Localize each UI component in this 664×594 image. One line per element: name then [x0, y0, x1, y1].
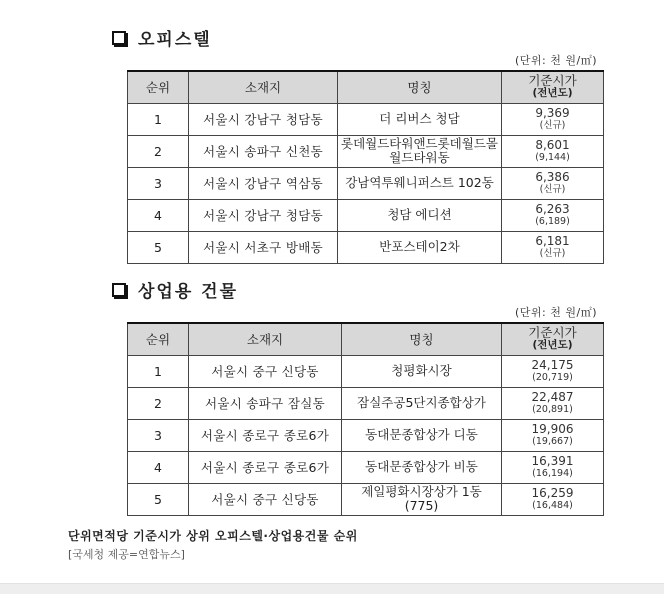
header-rank: 순위 — [128, 323, 189, 355]
price-value: 6,263 — [535, 202, 570, 216]
price-value: 16,391 — [531, 454, 574, 468]
rank-cell: 4 — [128, 451, 189, 483]
header-price-label: 기준시가 — [528, 73, 577, 89]
price-previous: (9,144) — [535, 152, 570, 163]
table-row — [128, 167, 604, 199]
name-cell: 제일평화시장상가 1동 (775) — [342, 483, 502, 515]
table-header-row — [128, 323, 604, 355]
table-row — [128, 451, 604, 483]
price-value: 6,386 — [535, 170, 570, 184]
header-price-label: 기준시가 — [528, 325, 577, 341]
rank-cell: 1 — [128, 355, 189, 387]
price-value: 22,487 — [531, 390, 574, 404]
price-previous: (6,189) — [535, 216, 570, 227]
section-title-officetel — [112, 25, 212, 50]
section-title-commercial — [112, 277, 238, 302]
rank-cell: 5 — [128, 231, 189, 263]
header-price — [502, 323, 604, 355]
header-price-sub: (전년도) — [532, 87, 573, 100]
location-cell: 서울시 종로구 종로6가 — [189, 451, 342, 483]
name-cell: 더 리버스 청담 — [338, 103, 502, 135]
table-row — [128, 483, 604, 515]
location-cell: 서울시 중구 신당동 — [189, 355, 342, 387]
header-rank: 순위 — [128, 71, 189, 103]
table-row — [128, 135, 604, 167]
price-previous: (16,484) — [532, 500, 573, 511]
image-credit: [국세청 제공=연합뉴스] — [68, 548, 185, 561]
location-cell: 서울시 강남구 역삼동 — [189, 167, 338, 199]
price-previous: (20,719) — [532, 372, 573, 383]
header-name: 명칭 — [338, 71, 502, 103]
officetel-table — [127, 70, 604, 264]
price-previous: (신규) — [539, 248, 566, 259]
price-cell — [502, 103, 604, 135]
commercial-table — [127, 322, 604, 516]
rank-cell: 2 — [128, 387, 189, 419]
section-title-text: 오피스텔 — [138, 30, 212, 50]
price-value: 16,259 — [531, 486, 574, 500]
price-cell — [502, 451, 604, 483]
price-value: 19,906 — [531, 422, 574, 436]
price-cell — [502, 135, 604, 167]
name-cell: 동대문종합상가 비동 — [342, 451, 502, 483]
image-caption: 단위면적당 기준시가 상위 오피스텔·상업용건물 순위 — [68, 529, 358, 543]
price-previous: (신규) — [539, 184, 566, 195]
unit-label: (단위: 천 원/㎡) — [515, 54, 597, 67]
name-cell: 반포스테이2차 — [338, 231, 502, 263]
price-cell — [502, 387, 604, 419]
price-cell — [502, 483, 604, 515]
location-cell: 서울시 강남구 청담동 — [189, 199, 338, 231]
table-row — [128, 419, 604, 451]
table-row — [128, 231, 604, 263]
footer-bar — [0, 583, 664, 594]
price-cell — [502, 199, 604, 231]
checkbox-square-icon — [112, 31, 126, 45]
price-previous: (신규) — [539, 120, 566, 131]
location-cell: 서울시 서초구 방배동 — [189, 231, 338, 263]
price-cell — [502, 167, 604, 199]
table-header-row — [128, 71, 604, 103]
price-cell — [502, 355, 604, 387]
header-location: 소재지 — [189, 323, 342, 355]
name-cell: 롯데월드타워앤드롯데월드몰 월드타워동 — [338, 135, 502, 167]
header-location: 소재지 — [189, 71, 338, 103]
table-row — [128, 199, 604, 231]
price-previous: (19,667) — [532, 436, 573, 447]
table-row — [128, 103, 604, 135]
name-cell: 강남역투웨니퍼스트 102동 — [338, 167, 502, 199]
header-price-sub: (전년도) — [532, 339, 573, 352]
section-title-text: 상업용 건물 — [138, 282, 239, 302]
header-price — [502, 71, 604, 103]
rank-cell: 1 — [128, 103, 189, 135]
name-cell: 청담 에디션 — [338, 199, 502, 231]
rank-cell: 3 — [128, 167, 189, 199]
price-cell — [502, 231, 604, 263]
rank-cell: 2 — [128, 135, 189, 167]
location-cell: 서울시 송파구 잠실동 — [189, 387, 342, 419]
rank-cell: 3 — [128, 419, 189, 451]
location-cell: 서울시 송파구 신천동 — [189, 135, 338, 167]
price-value: 8,601 — [535, 138, 570, 152]
checkbox-square-icon — [112, 283, 126, 297]
price-previous: (16,194) — [532, 468, 573, 479]
price-previous: (20,891) — [532, 404, 573, 415]
price-value: 24,175 — [531, 358, 574, 372]
rank-cell: 5 — [128, 483, 189, 515]
name-cell: 청평화시장 — [342, 355, 502, 387]
name-cell: 동대문종합상가 디동 — [342, 419, 502, 451]
price-cell — [502, 419, 604, 451]
table-row — [128, 387, 604, 419]
unit-label: (단위: 천 원/㎡) — [515, 306, 597, 319]
header-name: 명칭 — [342, 323, 502, 355]
price-value: 9,369 — [535, 106, 570, 120]
rank-cell: 4 — [128, 199, 189, 231]
location-cell: 서울시 종로구 종로6가 — [189, 419, 342, 451]
location-cell: 서울시 강남구 청담동 — [189, 103, 338, 135]
price-value: 6,181 — [535, 234, 570, 248]
location-cell: 서울시 중구 신당동 — [189, 483, 342, 515]
table-row — [128, 355, 604, 387]
name-cell: 잠실주공5단지종합상가 — [342, 387, 502, 419]
